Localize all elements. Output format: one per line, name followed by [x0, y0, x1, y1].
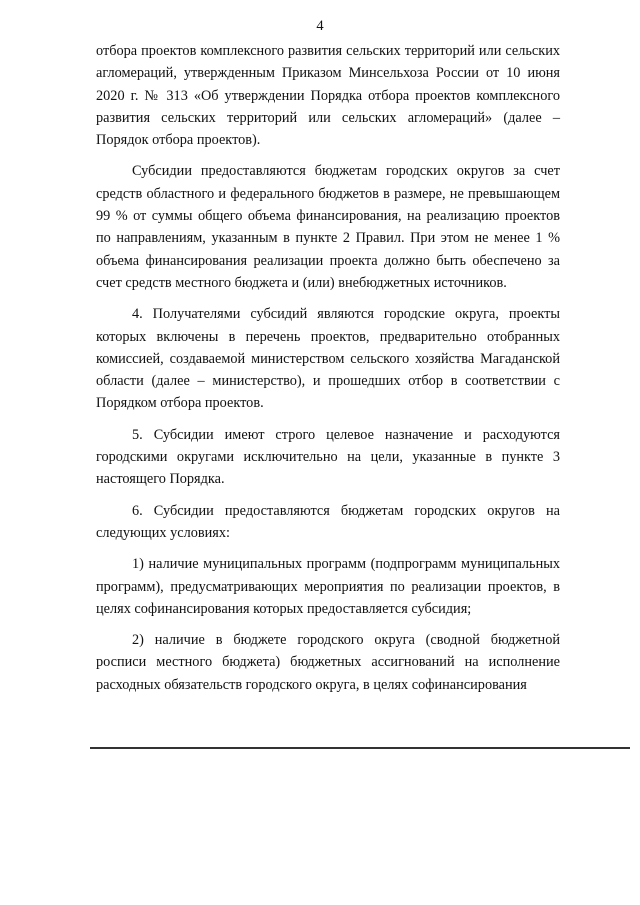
- page-bottom-rule: [90, 747, 630, 749]
- paragraph-item-6: 6. Субсидии предоставляются бюджетам городских округов на следующих условиях:: [96, 502, 560, 541]
- paragraph-item-5: 5. Субсидии имеют строго целевое назначение и расходуются городскими округами исключительно на цели, указанные в пункте 3 настоящего Порядка.: [96, 426, 560, 488]
- paragraph-condition-1: 1) наличие муниципальных программ (подпрограмм муниципальных программ), предусматривающих мероприятия по реализации проектов, в целях софинансирования которых предоставляется субсидия;: [96, 556, 560, 617]
- paragraph-condition-2: 2) наличие в бюджете городского округа (сводной бюджетной росписи местного бюджета) бюджетных ассигнований на исполнение расходных обязательств городского округа, в целях софинансирования: [96, 632, 560, 693]
- paragraph-subsidies-budgets: Субсидии предоставляются бюджетам городских округов за счет средств областного и федерального бюджетов в размере, не превышающем 99 % от суммы общего объема финансирования, на реализацию проектов по направлениям, указанным в пункте 2 Правил. При этом не менее 1 % объема финансирования реализации проекта должно быть обеспечено за счет средств местного бюджета и (или) внебюджетных источников.: [96, 163, 560, 291]
- paragraph-continuation: отбора проектов комплексного развития сельских территорий или сельских агломераций, утвержденным Приказом Минсельхоза России от 10 июня 2020 г. № 313 «Об утверждении Порядка отбора проектов комплексного развития сельских территорий или сельских агломераций» (далее – Порядок отбора проектов).: [96, 43, 560, 149]
- paragraph-item-4: 4. Получателями субсидий являются городские округа, проекты которых включены в перечень проектов, предварительно отобранных комиссией, создаваемой министерством сельского хозяйства Магаданской области (далее – министерство), и прошедших отбор в соответствии с Порядком отбора проектов.: [96, 306, 560, 412]
- page-number: 4: [316, 18, 324, 34]
- document-body: [96, 40, 560, 696]
